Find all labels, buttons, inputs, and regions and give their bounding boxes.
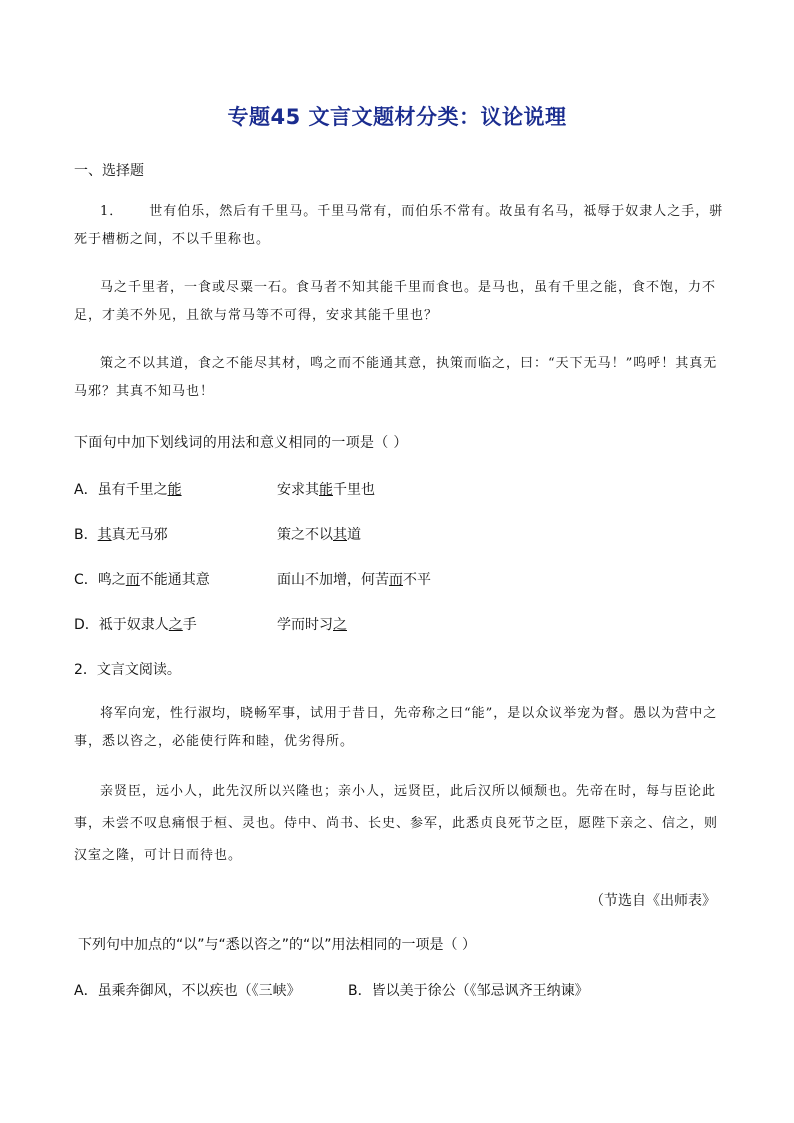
q1-passage-text-1: 世有伯乐，然后有千里马。千里马常有，而伯乐不常有。故虽有名马，祗辱于奴隶人之手，骈死于槽枥之间，不以千里称也。 (74, 204, 724, 247)
q1-passage-paragraph-1 (74, 198, 724, 254)
section-heading: 一、选择题 (74, 163, 144, 179)
q2-passage-paragraph-2: 亲贤臣，远小人，此先汉所以兴隆也；亲小人，远贤臣，此后汉所以倾颓也。先帝在时，每与臣论此事，未尝不叹息痛恨于桓、灵也。侍中、尚书、长史、参军，此悉贞良死节之臣，愿陛下亲之、信之，则汉室之隆，可计日而待也。 (74, 784, 719, 863)
q2-option-a[interactable]: A．虽乘奔御风，不以疾也（《三峡》 (74, 983, 301, 999)
page-title: 专题45 文言文题材分类：议论说理 (227, 105, 567, 129)
option-a-right: 安求其能千里也 (277, 482, 375, 498)
q1-prompt: 下面句中加下划线词的用法和意义相同的一项是（ ） (74, 435, 408, 451)
q1-number: 1． (100, 204, 124, 219)
q2-prompt: 下列句中加点的“以”与“悉以咨之”的“以”用法相同的一项是（ ） (78, 937, 476, 953)
option-b-right: 策之不以其道 (277, 527, 361, 543)
q2-option-b[interactable]: B．皆以美于徐公（《邹忌讽齐王纳谏》 (348, 983, 589, 999)
option-c-left: C．鸣之而不能通其意 (74, 572, 210, 588)
option-a-left: A．虽有千里之能 (74, 482, 182, 498)
q1-passage-paragraph-2: 马之千里者，一食或尽粟一石。食马者不知其能千里而食也。是马也，虽有千里之能，食不饱，力不足，才美不外见，且欲与常马等不可得，安求其能千里也？ (74, 280, 717, 323)
source-citation: （节选自《出师表》 (590, 893, 716, 909)
option-d-right: 学而时习之 (277, 617, 347, 633)
option-c-right: 面山不加增，何苦而不平 (277, 572, 431, 588)
q2-passage-paragraph-1: 将军向宠，性行淑均，晓畅军事，试用于昔日，先帝称之曰“能”，是以众议举宠为督。愚以为营中之事，悉以咨之，必能使行阵和睦，优劣得所。 (74, 706, 718, 749)
option-d-left: D．祗于奴隶人之手 (74, 617, 197, 633)
option-b-left: B．其真无马邪 (74, 527, 168, 543)
q1-passage-paragraph-3: 策之不以其道，食之不能尽其材，鸣之而不能通其意，执策而临之，曰：“天下无马！”呜呼！其真无马邪？其真不知马也！ (74, 356, 718, 399)
q2-heading: 2．文言文阅读。 (74, 662, 181, 678)
